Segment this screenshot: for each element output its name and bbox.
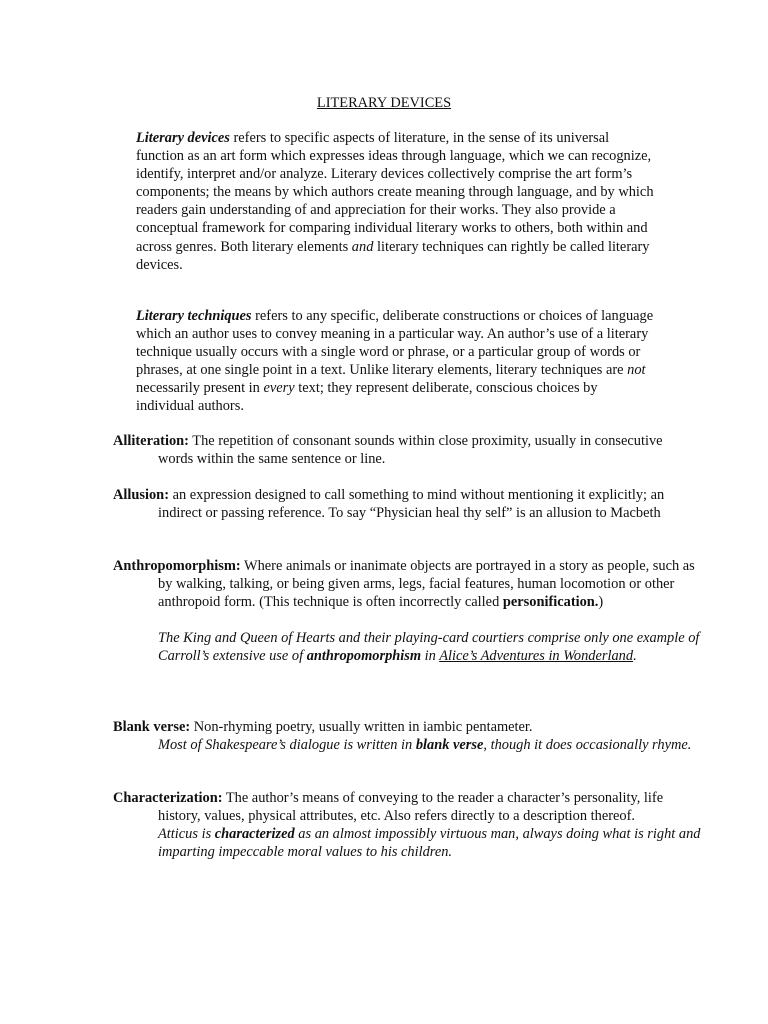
entry-definition-bold: personification. [502,594,599,611]
intro-text-mid: necessarily present in [136,380,264,397]
example-book-title: Alice’s Adventures in Wonderland [439,648,634,665]
entry-term: Blank verse: [113,719,191,735]
entry-definition: The repetition of consonant sounds within close proximity, usually in consecutive words within the same sentence or line. [158,433,663,468]
intro-emphasis-every: every [263,380,295,397]
intro-literary-techniques [136,307,656,416]
entry-term: Alliteration: [113,433,189,449]
entry-example [158,825,701,861]
intro-text-end: literary techniques can rightly be called literary devices. [136,238,650,273]
entry-example [158,736,701,754]
entry-example [158,629,701,665]
entry-characterization [113,789,701,861]
entry-definition: The author’s means of conveying to the reader a character’s personality, life history, values, physical attributes, etc. Also refers directly to a description thereof. [158,790,664,825]
example-bold: characterized [214,826,295,843]
entry-definition: Where animals or inanimate objects are portrayed in a story as people, such as by walking, talking, or being given arms, legs, facial features, human locomotion or other anthropoid form. (This technique is often incorrectly called [158,558,695,611]
example-text: in [421,648,440,665]
example-bold: anthropomorphism [306,648,422,665]
entry-allusion [113,486,701,522]
entry-definition-end: ) [598,594,604,611]
example-text: as an almost impossibly virtuous man, always doing what is right and imparting impeccable moral values to his children. [158,826,701,861]
document-title: LITERARY DEVICES [316,95,452,111]
intro-text: refers to any specific, deliberate constructions or choices of language which an author uses to convey meaning in a particular way. An author’s use of a literary technique usually occurs with a single word or phrase, or a particular group of words or phrases, at one single point in a text. Unlike literary elements, literary techniques are [136,308,654,379]
intro-term: Literary devices [136,130,230,146]
entry-term: Characterization: [113,790,223,806]
intro-term: Literary techniques [136,308,252,324]
intro-emphasis-not: not [627,362,646,379]
example-text: Most of Shakespeare’s dialogue is written in [158,737,416,754]
example-text: The King and Queen of Hearts and their playing-card courtiers comprise only one example of Carroll’s extensive use of [158,630,700,665]
intro-text-end: text; they represent deliberate, conscious choices by individual authors. [136,380,598,415]
entry-anthropomorphism [113,557,701,665]
example-text: , though it does occasionally rhyme. [483,737,692,754]
example-text: . [633,648,637,665]
entry-definition: an expression designed to call something to mind without mentioning it explicitly; an indirect or passing reference. To say “Physician heal thy self” is an allusion to Macbeth [158,487,665,522]
entry-blank-verse [113,718,701,754]
intro-text: refers to specific aspects of literature, in the sense of its universal function as an art form which expresses ideas through language, which we can recognize, identify, interpret and/or analyze. Literary devices collectively comprise the art form’s components; the means by which authors create meaning through language, and by which readers gain understanding of and appreciation for their works. They also provide a conceptual framework for comparing individual literary works to others, both within and across genres. Both literary elements [136,130,654,255]
entry-term: Allusion: [113,487,169,503]
entry-term: Anthropomorphism: [113,558,241,574]
example-bold: blank verse [415,737,484,754]
intro-emphasis-and: and [351,238,374,255]
entry-definition: Non-rhyming poetry, usually written in iambic pentameter. [190,719,533,735]
intro-literary-devices [136,129,656,274]
example-text: Atticus is [158,826,215,843]
entry-alliteration [113,432,701,468]
